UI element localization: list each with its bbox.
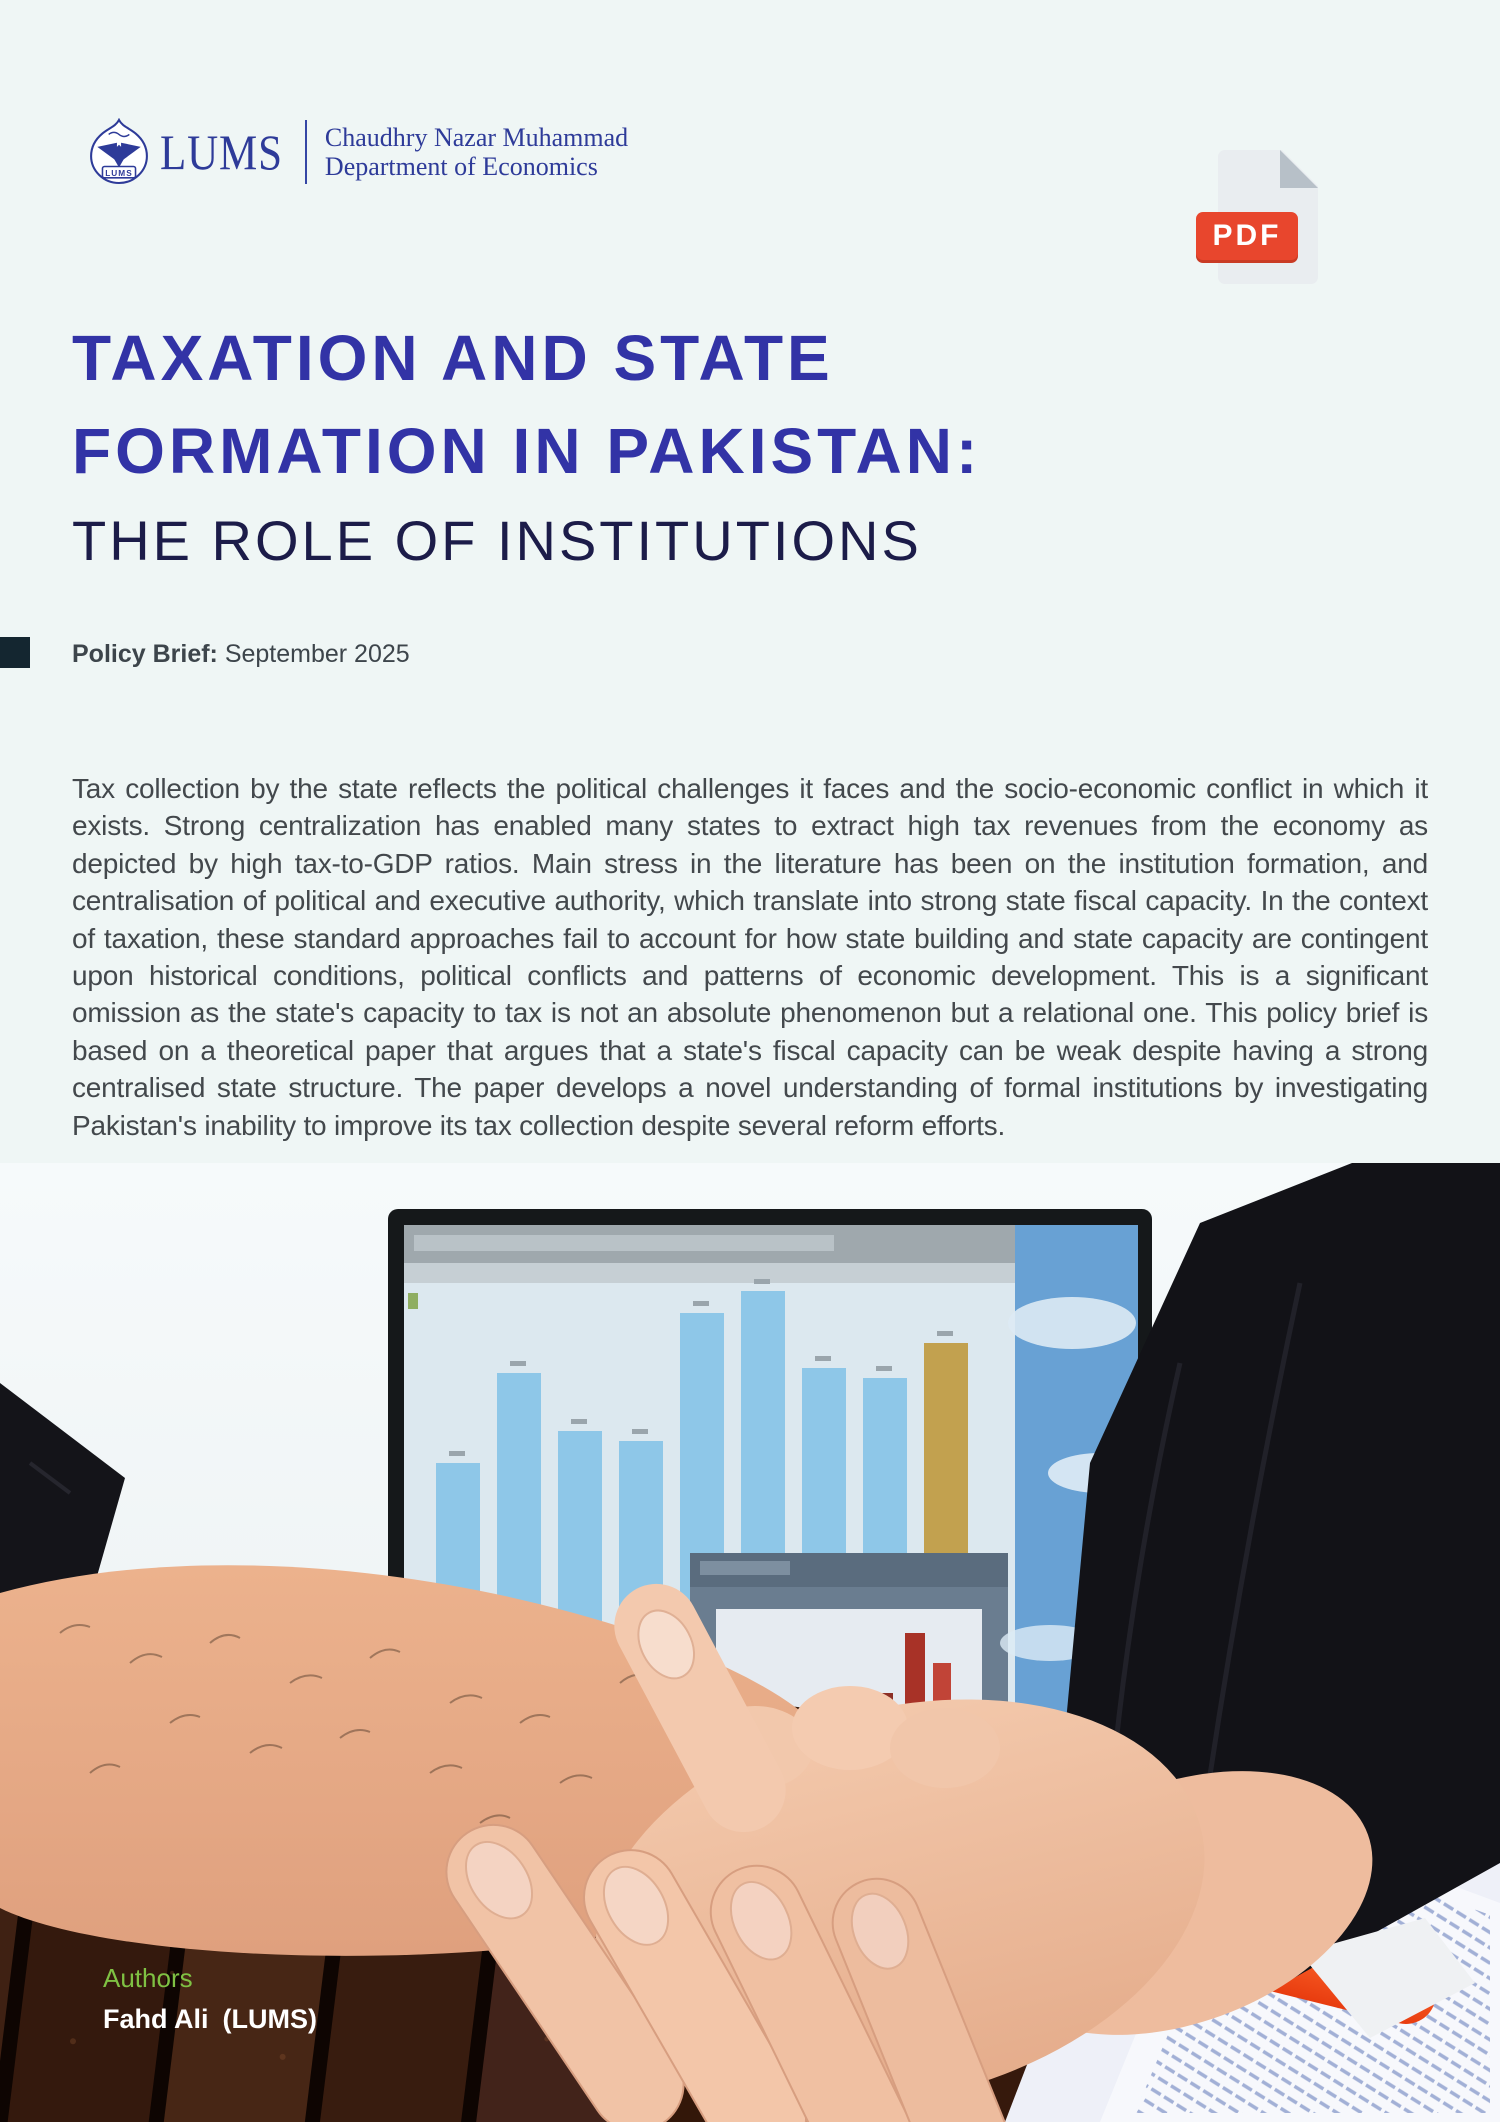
- author-name-text: Fahd Ali: [103, 2004, 209, 2034]
- department-name: [325, 123, 628, 181]
- title-subtitle: THE ROLE OF INSTITUTIONS: [72, 509, 922, 572]
- policy-brief-date: September 2025: [217, 640, 410, 668]
- policy-brief-label: Policy Brief:: [72, 640, 218, 668]
- department-line2: Department of Economics: [324, 152, 598, 181]
- accent-square: [0, 637, 30, 668]
- logo-divider: [305, 120, 307, 184]
- title-line-2: FORMATION IN PAKISTAN:: [72, 415, 982, 487]
- department-line1: Chaudhry Nazar Muhammad: [324, 123, 629, 152]
- page-title: [72, 312, 981, 584]
- pdf-file-icon[interactable]: [1196, 146, 1324, 288]
- policy-brief-meta: [72, 640, 410, 669]
- authors-caption: [103, 1963, 317, 2035]
- pdf-label: PDF: [1196, 212, 1298, 260]
- lums-emblem-icon: [88, 118, 150, 186]
- masthead: [88, 118, 628, 186]
- author-affiliation: (LUMS): [222, 2004, 317, 2034]
- lums-wordmark: LUMS: [160, 124, 283, 180]
- emblem-text: LUMS: [105, 168, 133, 178]
- cover-photo: [0, 1163, 1500, 2122]
- title-line-1: TAXATION AND STATE: [72, 322, 834, 394]
- abstract-paragraph: Tax collection by the state reflects the political challenges it faces and the socio-economic conflict in which it exists. Strong centralization has enabled many states to extract high tax revenues from the economy as depicted by high tax-to-GDP ratios. Main stress in the literature has been on the institution formation, and centralisation of political and executive authority, which translate into strong state fiscal capacity. In the context of taxation, these standard approaches fail to account for how state building and state capacity are contingent upon historical conditions, political conflicts and patterns of economic development. This is a significant omission as the state's capacity to tax is not an absolute phenomenon but a relational one. This policy brief is based on a theoretical paper that argues that a state's fiscal capacity can be weak despite having a strong centralised state structure. The paper develops a novel understanding of formal institutions by investigating Pakistan's inability to improve its tax collection despite several reform efforts.: [72, 773, 1428, 1141]
- author-name: [103, 2004, 317, 2035]
- authors-label: Authors: [103, 1963, 193, 1993]
